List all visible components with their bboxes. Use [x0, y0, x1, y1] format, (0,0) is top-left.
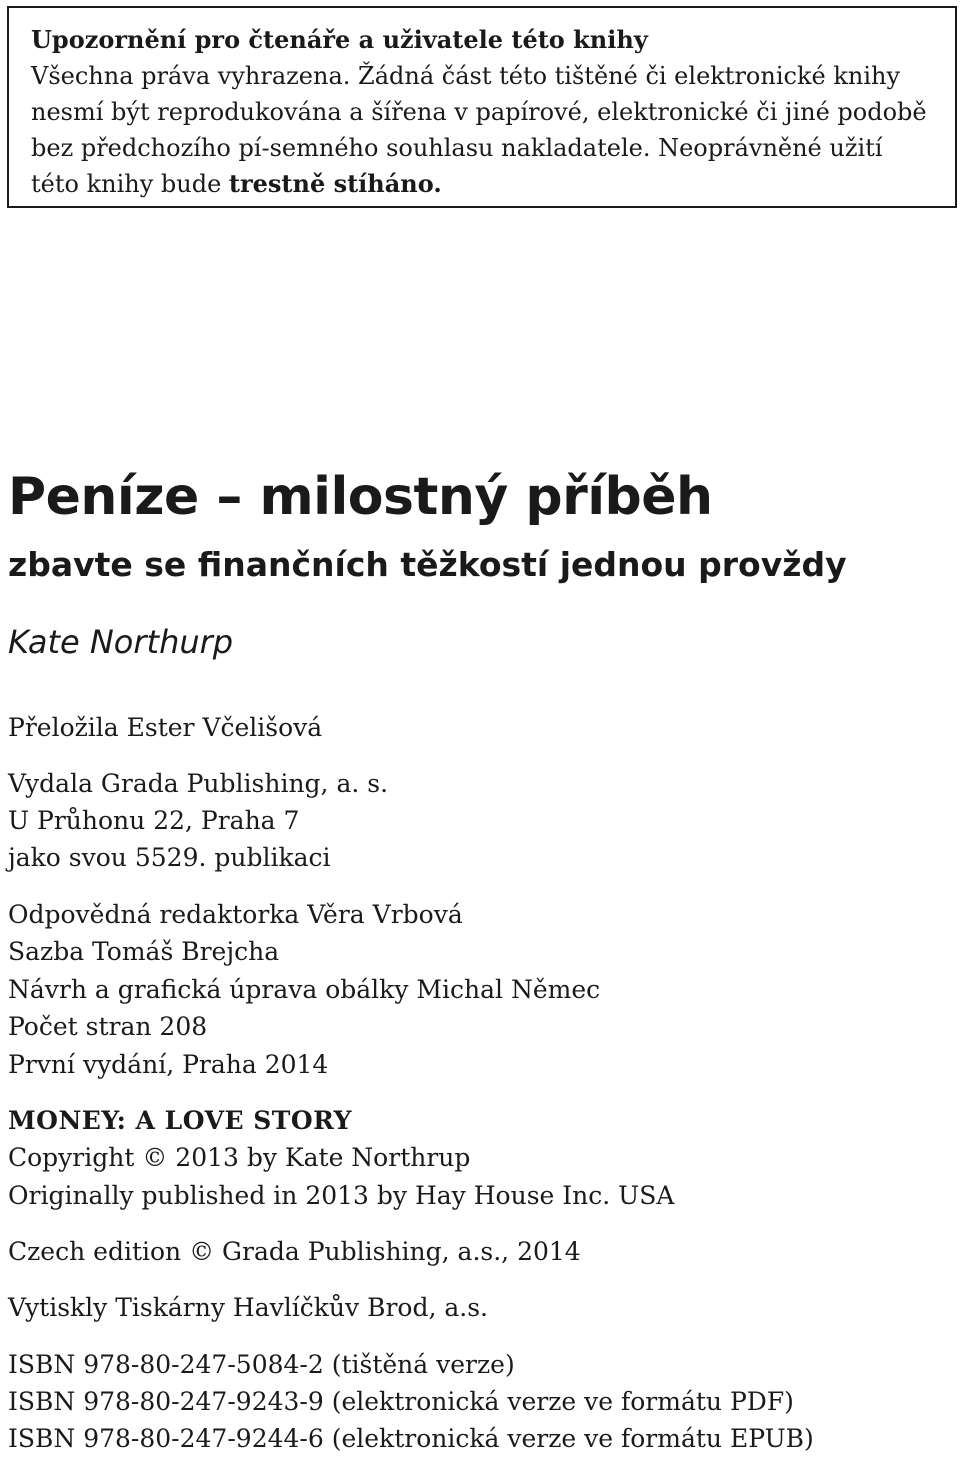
- translator-line: Přeložila Ester Včelišová: [8, 713, 323, 742]
- czech-edition-line: Czech edition © Grada Publishing, a.s., 2014: [8, 1237, 581, 1266]
- address-line: U Průhonu 22, Praha 7: [8, 806, 300, 835]
- isbn-pdf-line: ISBN 978-80-247-9243-9 (elektronická verze ve formátu PDF): [8, 1387, 794, 1416]
- typesetting-line: Sazba Tomáš Brejcha: [8, 937, 280, 966]
- book-author: Kate Northurp: [8, 623, 234, 661]
- publication-number-line: jako svou 5529. publikaci: [8, 843, 331, 872]
- cover-design-line: Návrh a grafická úprava obálky Michal Němec: [8, 975, 601, 1004]
- isbn-print-line: ISBN 978-80-247-5084-2 (tištěná verze): [8, 1350, 515, 1379]
- copyright-notice-box: [7, 6, 957, 208]
- notice-body-text: Všechna práva vyhrazena. Žádná část této tištěné či elektronické knihy nesmí být reprodukována a šířena v papírové, elektronické či jiné podobě bez předchozího pí-semného souhlasu nakladatele. Neoprávněné užití této knihy bude: [31, 62, 927, 198]
- editor-line: Odpovědná redaktorka Věra Vrbová: [8, 900, 463, 929]
- book-title: Peníze – milostný příběh: [8, 467, 713, 527]
- edition-line: První vydání, Praha 2014: [8, 1050, 329, 1079]
- notice-end: .: [433, 169, 442, 198]
- notice-emphasis: trestně stíháno: [228, 169, 434, 198]
- notice-title: Upozornění pro čtenáře a uživatele této knihy: [31, 25, 648, 54]
- printer-line: Vytiskly Tiskárny Havlíčkův Brod, a.s.: [8, 1293, 488, 1322]
- original-title-line: MONEY: A LOVE STORY: [8, 1106, 353, 1135]
- publisher-line: Vydala Grada Publishing, a. s.: [8, 769, 389, 798]
- notice-body: [31, 62, 927, 198]
- page-count-line: Počet stran 208: [8, 1012, 208, 1041]
- copyright-line: Copyright © 2013 by Kate Northrup: [8, 1143, 471, 1172]
- original-publisher-line: Originally published in 2013 by Hay House Inc. USA: [8, 1181, 675, 1210]
- book-subtitle: zbavte se finančních těžkostí jednou provždy: [8, 545, 847, 584]
- isbn-epub-line: ISBN 978-80-247-9244-6 (elektronická verze ve formátu EPUB): [8, 1424, 814, 1453]
